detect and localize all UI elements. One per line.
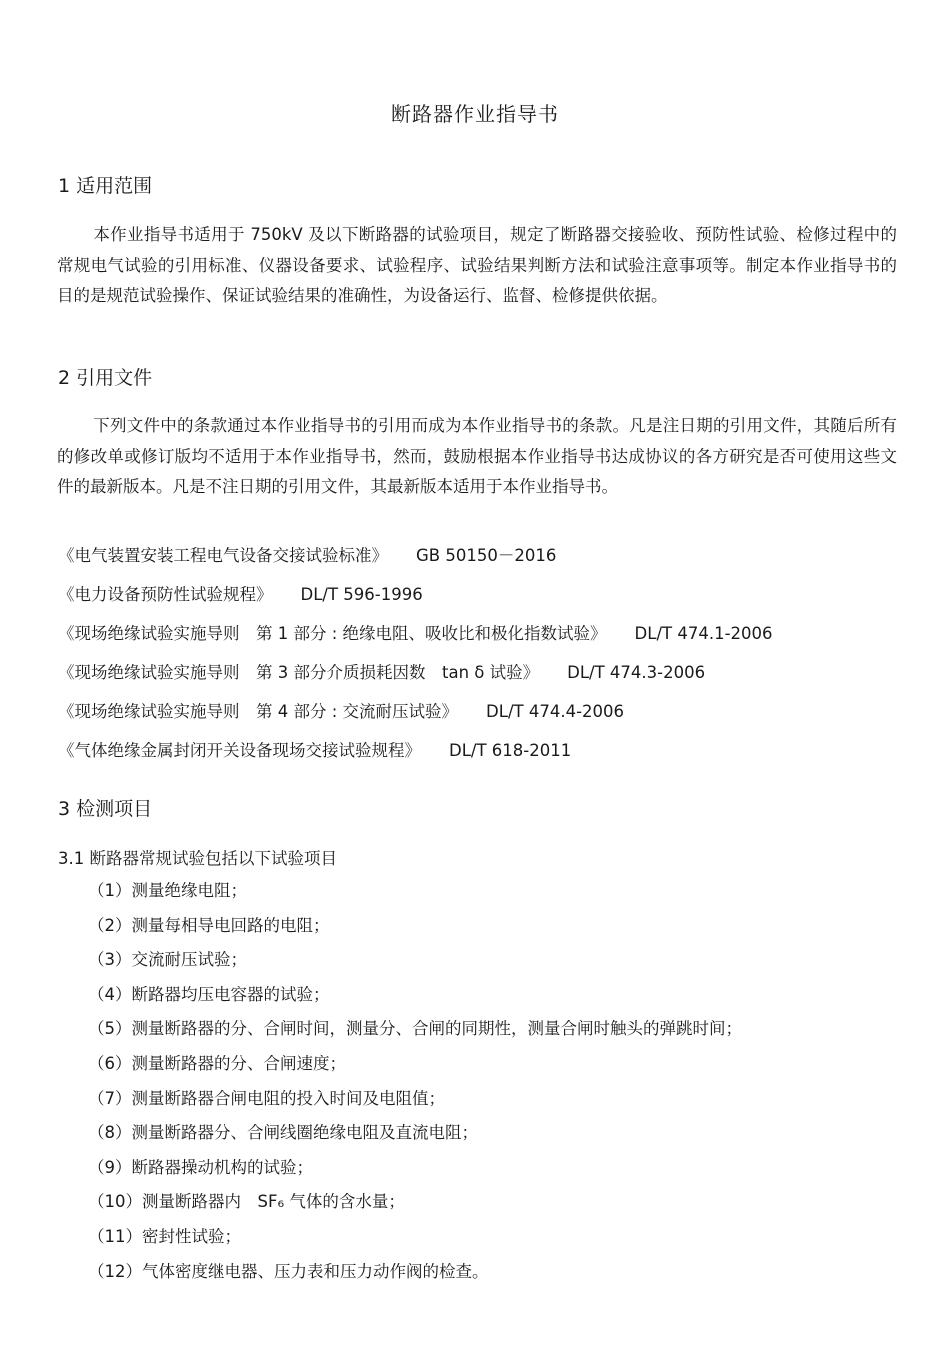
item-number: （2） — [88, 915, 132, 935]
reference-code: DL/T 618-2011 — [449, 741, 572, 760]
item-text: 测量断路器内 SF₆ 气体的含水量； — [142, 1192, 405, 1212]
reference-item — [58, 619, 918, 658]
reference-code: GB 50150－2016 — [416, 546, 557, 565]
section-paragraph-scope — [57, 220, 897, 312]
reference-item — [58, 658, 918, 697]
document-title: 断路器作业指导书 — [391, 102, 559, 126]
item-number: （1） — [88, 881, 132, 900]
item-number: （3） — [88, 950, 132, 970]
item-number: （8） — [88, 1123, 132, 1143]
item-text: 密封性试验； — [142, 1226, 241, 1246]
list-item — [88, 877, 908, 912]
list-item — [88, 1154, 908, 1189]
list-item — [88, 1258, 908, 1293]
list-item — [88, 1188, 908, 1223]
item-text: 测量绝缘电阻； — [131, 881, 247, 900]
item-number: （12） — [88, 1261, 142, 1281]
reference-code: DL/T 474.3-2006 — [567, 663, 706, 682]
reference-name: 《电气装置安装工程电气设备交接试验标准》 — [58, 546, 388, 565]
reference-item — [58, 697, 918, 736]
subsection-heading: 3.1 断路器常规试验包括以下试验项目 — [58, 849, 337, 868]
reference-name: 《气体绝缘金属封闭开关设备现场交接试验规程》 — [58, 741, 421, 760]
item-number: （4） — [88, 984, 132, 1004]
item-number: （10） — [88, 1192, 142, 1212]
list-item — [88, 1015, 908, 1050]
reference-name: 《现场绝缘试验实施导则 第 1 部分 : 绝缘电阻、吸收比和极化指数试验》 — [58, 624, 607, 643]
reference-list — [58, 541, 918, 775]
item-text: 测量断路器合闸电阻的投入时间及电阻值； — [131, 1088, 445, 1108]
reference-name: 《电力设备预防性试验规程》 — [58, 585, 273, 604]
references-text: 下列文件中的条款通过本作业指导书的引用而成为本作业指导书的条款。凡是注日期的引用文件，其随后所有的修改单或修订版均不适用于本作业指导书，然而，鼓励根据本作业指导书达成协议的各方研究是否可使用这些文件的最新版本。凡是不注日期的引用文件，其最新版本适用于本作业指导书。 — [57, 416, 897, 496]
reference-item — [58, 736, 918, 775]
section-heading-references: 2 引用文件 — [58, 367, 153, 389]
reference-name: 《现场绝缘试验实施导则 第 3 部分介质损耗因数 tan δ 试验》 — [58, 663, 540, 682]
item-number: （9） — [88, 1157, 132, 1177]
item-number: （7） — [88, 1088, 132, 1108]
list-item — [88, 912, 908, 947]
reference-item — [58, 580, 918, 619]
item-text: 测量断路器的分、合闸时间，测量分、合闸的同期性，测量合闸时触头的弹跳时间； — [131, 1019, 742, 1039]
list-item — [88, 981, 908, 1016]
item-number: （5） — [88, 1019, 132, 1039]
item-text: 断路器均压电容器的试验； — [131, 984, 330, 1004]
item-text: 气体密度继电器、压力表和压力动作阀的检查。 — [142, 1261, 489, 1281]
item-number: （11） — [88, 1226, 142, 1246]
list-item — [88, 1050, 908, 1085]
section-heading-test-items: 3 检测项目 — [58, 798, 153, 820]
item-text: 测量断路器分、合闸线圈绝缘电阻及直流电阻； — [131, 1123, 478, 1143]
section-paragraph-references — [57, 411, 897, 503]
list-item — [88, 1085, 908, 1120]
scope-text: 本作业指导书适用于 750kV 及以下断路器的试验项目，规定了断路器交接验收、预防性试验、检修过程中的常规电气试验的引用标准、仪器设备要求、试验程序、试验结果判断方法和试验注意事项等。制定本作业指导书的目的是规范试验操作、保证试验结果的准确性，为设备运行、监督、检修提供依据。 — [57, 225, 897, 305]
item-text: 断路器操动机构的试验； — [131, 1157, 313, 1177]
reference-name: 《现场绝缘试验实施导则 第 4 部分 : 交流耐压试验》 — [58, 702, 459, 721]
reference-code: DL/T 474.1-2006 — [634, 624, 773, 643]
section-heading-scope: 1 适用范围 — [58, 175, 153, 197]
reference-code: DL/T 596-1996 — [300, 585, 423, 604]
reference-code: DL/T 474.4-2006 — [486, 702, 625, 721]
item-text: 测量断路器的分、合闸速度； — [131, 1053, 346, 1073]
list-item — [88, 946, 908, 981]
test-item-list — [88, 877, 908, 1292]
item-text: 测量每相导电回路的电阻； — [131, 915, 330, 935]
list-item — [88, 1223, 908, 1258]
item-number: （6） — [88, 1053, 132, 1073]
item-text: 交流耐压试验； — [131, 950, 247, 970]
reference-item — [58, 541, 918, 580]
list-item — [88, 1119, 908, 1154]
